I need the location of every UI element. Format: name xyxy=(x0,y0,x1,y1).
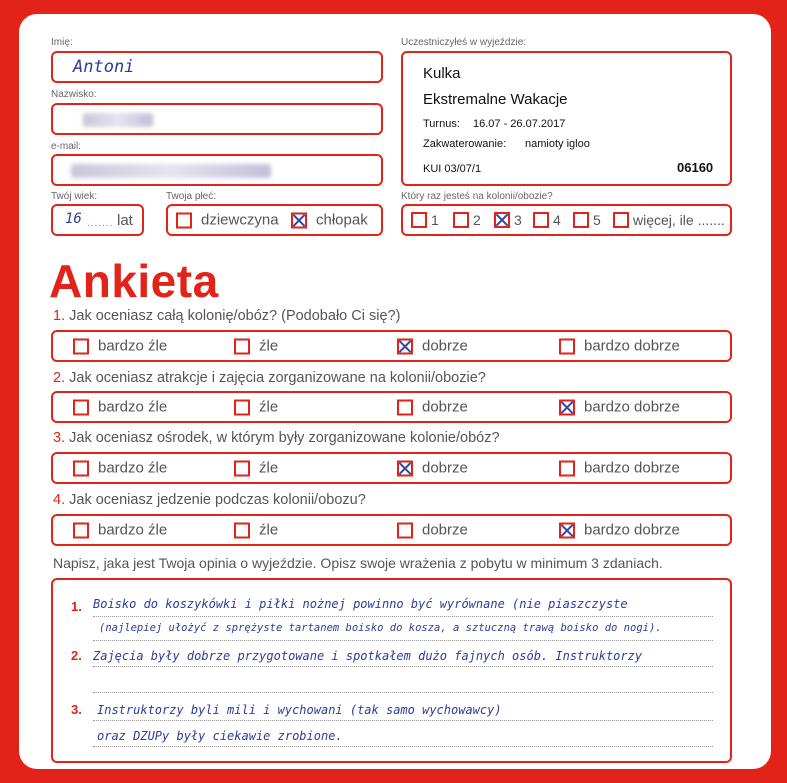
gender-female-label: dziewczyna xyxy=(201,211,279,229)
q1-checkbox-very-bad[interactable] xyxy=(73,338,89,354)
trip-label: Uczestniczyłeś w wyjeździe: xyxy=(401,37,527,48)
q2-option-very-bad[interactable] xyxy=(73,399,167,416)
question-3-title xyxy=(53,430,500,446)
handwriting-line-2: (najlepiej ułożyć z sprężyste tartanem boisko do kosza, a sztuczną trawą boisko do nogi). xyxy=(99,622,662,634)
q1-label-very-bad: bardzo źle xyxy=(98,337,168,355)
q2-checkbox-good[interactable] xyxy=(397,399,413,415)
question-2-text: Jak oceniasz atrakcje i zajęcia zorganizowane na kolonii/obozie? xyxy=(69,370,486,386)
opinion-box[interactable] xyxy=(51,578,732,763)
q1-option-bad[interactable] xyxy=(234,338,278,355)
handwriting-line-5: oraz DZUPy były ciekawie zrobione. xyxy=(97,729,343,743)
surname-label: Nazwisko: xyxy=(51,89,97,100)
q4-label-very-good: bardzo dobrze xyxy=(584,521,680,539)
q3-option-very-bad[interactable] xyxy=(73,460,167,477)
q4-option-bad[interactable] xyxy=(234,522,278,539)
age-field[interactable] xyxy=(51,204,144,236)
gender-male-label: chłopak xyxy=(316,211,368,229)
times-option-1[interactable] xyxy=(411,212,439,228)
question-1-number: 1. xyxy=(53,308,66,324)
name-label: Imię: xyxy=(51,37,73,48)
times-label: Który raz jesteś na kolonii/obozie? xyxy=(401,191,553,202)
age-dots: ....... xyxy=(87,218,114,229)
question-4-text: Jak oceniasz jedzenie podczas kolonii/obozu? xyxy=(69,492,366,508)
email-field[interactable] xyxy=(51,154,383,186)
handwriting-line-1: Boisko do koszykówki i piłki nożnej powinno być wyrównane (nie piaszczyste xyxy=(93,597,628,611)
answer-line xyxy=(93,692,713,693)
times-checkbox-4[interactable] xyxy=(533,212,549,228)
q2-checkbox-bad[interactable] xyxy=(234,399,250,415)
times-option-more[interactable] xyxy=(613,212,725,228)
times-label-1: 1 xyxy=(431,212,439,228)
gender-female-checkbox[interactable] xyxy=(176,212,192,228)
answer-line xyxy=(93,640,713,641)
q3-checkbox-good[interactable] xyxy=(397,460,413,476)
q3-label-bad: źle xyxy=(259,459,279,477)
question-1-text: Jak oceniasz całą kolonię/obóz? (Podobało Ci się?) xyxy=(69,308,401,324)
handwriting-line-3: Zajęcia były dobrze przygotowane i spotkałem dużo fajnych osób. Instruktorzy xyxy=(93,649,643,663)
q1-label-good: dobrze xyxy=(422,337,468,355)
q3-label-very-good: bardzo dobrze xyxy=(584,459,680,477)
times-option-2[interactable] xyxy=(453,212,481,228)
question-4-title xyxy=(53,492,366,508)
q3-label-very-bad: bardzo źle xyxy=(98,459,168,477)
answer-line xyxy=(93,616,713,617)
surname-field[interactable] xyxy=(51,103,383,135)
q2-label-very-good: bardzo dobrze xyxy=(584,398,680,416)
q1-checkbox-bad[interactable] xyxy=(234,338,250,354)
q4-checkbox-bad[interactable] xyxy=(234,522,250,538)
q3-label-good: dobrze xyxy=(422,459,468,477)
gender-label: Twoja płeć: xyxy=(166,191,217,202)
q2-option-very-good[interactable] xyxy=(559,399,680,416)
q2-label-good: dobrze xyxy=(422,398,468,416)
q1-option-very-good[interactable] xyxy=(559,338,680,355)
q3-option-very-good[interactable] xyxy=(559,460,680,477)
accommodation-value: namioty igloo xyxy=(525,138,590,150)
survey-sheet xyxy=(19,14,771,769)
times-option-5[interactable] xyxy=(573,212,601,228)
vacation-name: Kulka xyxy=(423,65,461,82)
q1-label-very-good: bardzo dobrze xyxy=(584,337,680,355)
turnus-value: 16.07 - 26.07.2017 xyxy=(473,118,566,130)
times-checkbox-more[interactable] xyxy=(613,212,629,228)
answer-line xyxy=(93,746,713,747)
answer-line xyxy=(93,666,713,667)
question-3-options xyxy=(51,452,732,484)
question-1-title xyxy=(53,308,400,324)
q3-checkbox-very-bad[interactable] xyxy=(73,460,89,476)
age-label: Twój wiek: xyxy=(51,191,98,202)
gender-male-option[interactable] xyxy=(291,212,368,229)
times-checkbox-2[interactable] xyxy=(453,212,469,228)
gender-male-checkbox[interactable] xyxy=(291,212,307,228)
age-value: 16 xyxy=(65,211,82,227)
times-checkbox-3[interactable] xyxy=(494,212,510,228)
question-3-text: Jak oceniasz ośrodek, w którym były zorganizowane kolonie/obóz? xyxy=(69,430,500,446)
email-label: e-mail: xyxy=(51,141,82,152)
times-checkbox-5[interactable] xyxy=(573,212,589,228)
accommodation-label: Zakwaterowanie: xyxy=(423,138,507,150)
question-1-options xyxy=(51,330,732,362)
times-option-4[interactable] xyxy=(533,212,561,228)
q2-option-bad[interactable] xyxy=(234,399,278,416)
gender-field xyxy=(166,204,383,236)
question-4-number: 4. xyxy=(53,492,66,508)
q4-checkbox-very-good[interactable] xyxy=(559,522,575,538)
vacation-program: Ekstremalne Wakacje xyxy=(423,91,568,108)
q3-option-good[interactable] xyxy=(397,460,468,477)
gender-female-option[interactable] xyxy=(176,212,279,229)
q1-option-good[interactable] xyxy=(397,338,468,355)
q2-label-bad: źle xyxy=(259,398,279,416)
line-number-3: 3. xyxy=(71,702,82,717)
q4-label-good: dobrze xyxy=(422,521,468,539)
vacation-number: 06160 xyxy=(677,160,714,175)
redacted-email xyxy=(71,164,271,178)
opinion-prompt: Napisz, jaka jest Twoja opinia o wyjeździe. Opisz swoje wrażenia z pobytu w minimum 3 zdaniach. xyxy=(53,555,663,571)
question-2-title xyxy=(53,370,486,386)
question-2-number: 2. xyxy=(53,370,66,386)
q4-option-very-bad[interactable] xyxy=(73,522,167,539)
times-option-3[interactable] xyxy=(494,212,522,228)
q4-label-bad: źle xyxy=(259,521,279,539)
q2-label-very-bad: bardzo źle xyxy=(98,398,168,416)
handwriting-line-4: Instruktorzy byli mili i wychowani (tak samo wychowawcy) xyxy=(97,703,502,717)
name-field[interactable] xyxy=(51,51,383,83)
times-label-4: 4 xyxy=(553,212,561,228)
age-unit: lat xyxy=(117,212,133,229)
q3-checkbox-bad[interactable] xyxy=(234,460,250,476)
q3-option-bad[interactable] xyxy=(234,460,278,477)
line-number-1: 1. xyxy=(71,599,82,614)
times-label-5: 5 xyxy=(593,212,601,228)
answer-line xyxy=(93,720,713,721)
turnus-label: Turnus: xyxy=(423,118,460,130)
q3-checkbox-very-good[interactable] xyxy=(559,460,575,476)
q2-checkbox-very-good[interactable] xyxy=(559,399,575,415)
q4-checkbox-very-bad[interactable] xyxy=(73,522,89,538)
question-2-options xyxy=(51,391,732,423)
times-field xyxy=(401,204,732,236)
vacation-info-box xyxy=(401,51,732,186)
vacation-code: KUI 03/07/1 xyxy=(423,163,482,175)
times-checkbox-1[interactable] xyxy=(411,212,427,228)
q2-checkbox-very-bad[interactable] xyxy=(73,399,89,415)
q1-checkbox-good[interactable] xyxy=(397,338,413,354)
times-label-3: 3 xyxy=(514,212,522,228)
redacted-surname xyxy=(83,113,153,127)
q1-checkbox-very-good[interactable] xyxy=(559,338,575,354)
question-4-options xyxy=(51,514,732,546)
q1-option-very-bad[interactable] xyxy=(73,338,167,355)
q2-option-good[interactable] xyxy=(397,399,468,416)
times-label-2: 2 xyxy=(473,212,481,228)
q4-checkbox-good[interactable] xyxy=(397,522,413,538)
q4-option-good[interactable] xyxy=(397,522,468,539)
q4-label-very-bad: bardzo źle xyxy=(98,521,168,539)
name-value: Antoni xyxy=(73,57,135,77)
line-number-2: 2. xyxy=(71,648,82,663)
times-label-more: więcej, ile ....... xyxy=(633,212,725,228)
q4-option-very-good[interactable] xyxy=(559,522,680,539)
survey-heading: Ankieta xyxy=(49,255,219,307)
question-3-number: 3. xyxy=(53,430,66,446)
q1-label-bad: źle xyxy=(259,337,279,355)
